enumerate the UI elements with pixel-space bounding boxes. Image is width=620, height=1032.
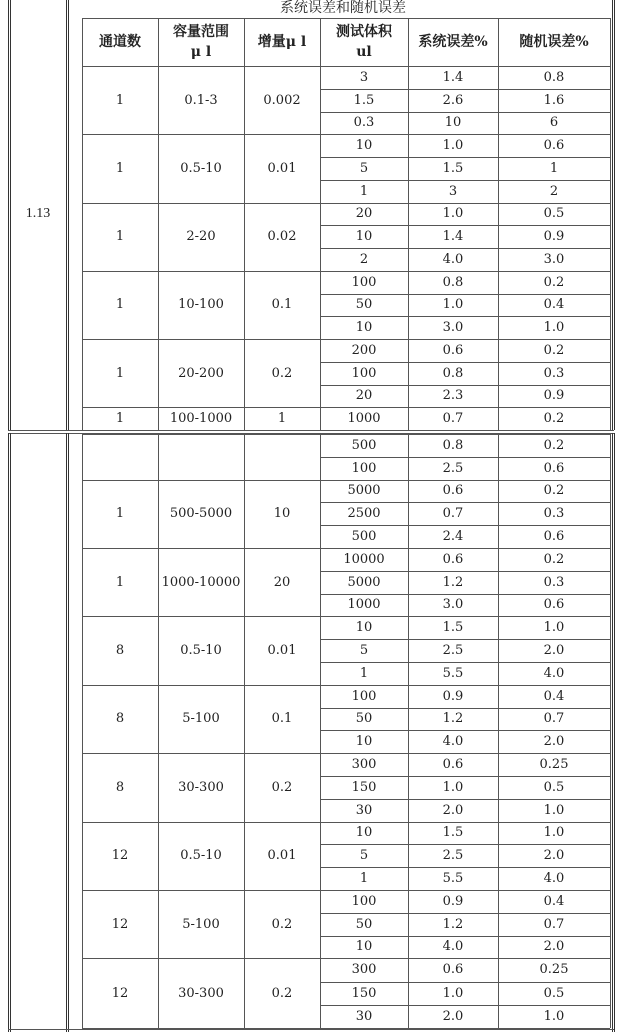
channels-cell (82, 434, 158, 480)
test-volume-cell: 500 (351, 437, 377, 453)
test-volume-cell: 5000 (347, 483, 381, 499)
systematic-error-cell: 4.0 (442, 251, 464, 267)
test-volume-cell: 5000 (347, 574, 381, 590)
random-error-cell: 4.0 (543, 665, 565, 681)
test-volume-cell: 1.5 (353, 92, 375, 108)
systematic-error-cell: 0.6 (442, 342, 464, 358)
systematic-error-cell: 0.7 (442, 411, 464, 427)
test-volume-cell: 30 (355, 1008, 373, 1024)
systematic-error-cell: 0.8 (442, 437, 464, 453)
test-volume-cell: 5 (359, 643, 369, 659)
header-range-line1: 容量范围 (173, 24, 229, 40)
increment-cell: 0.2 (271, 916, 293, 932)
test-volume-cell: 3 (359, 69, 369, 85)
random-error-cell: 4.0 (543, 871, 565, 887)
random-error-cell: 1 (549, 160, 559, 176)
table-rule (610, 434, 611, 1028)
test-volume-cell: 150 (351, 779, 377, 795)
increment-cell: 0.01 (267, 848, 297, 864)
systematic-error-cell: 1.4 (442, 229, 464, 245)
range-cell: 2-20 (186, 229, 216, 245)
systematic-error-cell: 1.2 (442, 574, 464, 590)
test-volume-cell: 10 (355, 825, 373, 841)
random-error-cell: 6 (549, 115, 559, 131)
random-error-cell: 0.2 (543, 274, 565, 290)
systematic-error-cell: 2.4 (442, 529, 464, 545)
systematic-error-cell: 0.6 (442, 551, 464, 567)
table-rule (8, 433, 9, 1032)
random-error-cell: 1.0 (543, 620, 565, 636)
channels-cell: 1 (115, 160, 125, 176)
test-volume-cell: 5 (359, 848, 369, 864)
random-error-cell: 0.2 (543, 411, 565, 427)
channels-cell: 12 (111, 848, 129, 864)
systematic-error-cell: 0.6 (442, 483, 464, 499)
systematic-error-cell: 1.5 (442, 160, 464, 176)
range-cell: 20-200 (178, 365, 224, 381)
table-rule (8, 0, 9, 430)
test-volume-cell: 10 (355, 939, 373, 955)
test-volume-cell: 30 (355, 802, 373, 818)
channels-cell: 12 (111, 916, 129, 932)
random-error-cell: 0.3 (543, 365, 565, 381)
systematic-error-cell: 1.0 (442, 985, 464, 1001)
header-channels: 通道数 (99, 34, 141, 50)
range-cell: 10-100 (178, 297, 224, 313)
test-volume-cell: 300 (351, 962, 377, 978)
test-volume-cell: 100 (351, 460, 377, 476)
range-cell: 500-5000 (169, 506, 233, 522)
item-number: 1.13 (25, 205, 51, 221)
systematic-error-cell: 1.0 (442, 206, 464, 222)
test-volume-cell: 300 (351, 757, 377, 773)
random-error-cell: 0.8 (543, 69, 565, 85)
increment-cell (244, 434, 320, 480)
random-error-cell: 0.2 (543, 483, 565, 499)
random-error-cell: 0.6 (543, 597, 565, 613)
header-test-volume (320, 18, 408, 66)
systematic-error-cell: 1.5 (442, 825, 464, 841)
table-rule (10, 433, 11, 1032)
systematic-error-cell: 10 (444, 115, 462, 131)
test-volume-cell: 100 (351, 274, 377, 290)
random-error-cell: 0.9 (543, 388, 565, 404)
test-volume-cell: 100 (351, 893, 377, 909)
random-error-cell: 0.9 (543, 229, 565, 245)
systematic-error-cell: 1.2 (442, 916, 464, 932)
test-volume-cell: 1000 (347, 597, 381, 613)
random-error-cell: 0.5 (543, 779, 565, 795)
increment-cell: 0.02 (267, 229, 297, 245)
random-error-cell: 0.2 (543, 437, 565, 453)
systematic-error-cell: 1.0 (442, 297, 464, 313)
test-volume-cell: 0.3 (353, 115, 375, 131)
header-increment: 增量μ l (257, 34, 307, 50)
range-cell: 0.1-3 (184, 92, 218, 108)
random-error-cell: 0.6 (543, 529, 565, 545)
test-volume-cell: 100 (351, 365, 377, 381)
random-error-cell: 0.2 (543, 551, 565, 567)
test-volume-cell: 1 (359, 871, 369, 887)
random-error-cell: 0.2 (543, 342, 565, 358)
table-rule (614, 433, 615, 1032)
table-rule (68, 0, 69, 430)
systematic-error-cell: 0.8 (442, 274, 464, 290)
range-cell: 0.5-10 (180, 643, 222, 659)
test-volume-cell: 10 (355, 734, 373, 750)
table-rule (610, 18, 611, 430)
channels-cell: 1 (115, 365, 125, 381)
range-cell: 30-300 (178, 985, 224, 1001)
channels-cell: 1 (115, 229, 125, 245)
table-rule (66, 0, 67, 430)
systematic-error-cell: 2.5 (442, 848, 464, 864)
random-error-cell: 1.0 (543, 825, 565, 841)
systematic-error-cell: 3 (448, 183, 458, 199)
systematic-error-cell: 1.0 (442, 138, 464, 154)
random-error-cell: 1.0 (543, 320, 565, 336)
header-range (158, 18, 244, 66)
test-volume-cell: 50 (355, 711, 373, 727)
systematic-error-cell: 4.0 (442, 939, 464, 955)
test-volume-cell: 10 (355, 320, 373, 336)
systematic-error-cell: 2.0 (442, 802, 464, 818)
range-cell: 0.5-10 (180, 160, 222, 176)
table-rule (82, 18, 610, 19)
range-cell: 0.5-10 (180, 848, 222, 864)
increment-cell: 0.2 (271, 365, 293, 381)
systematic-error-cell: 2.6 (442, 92, 464, 108)
random-error-cell: 2.0 (543, 848, 565, 864)
range-cell: 5-100 (182, 916, 220, 932)
systematic-error-cell: 3.0 (442, 320, 464, 336)
test-volume-cell: 500 (351, 529, 377, 545)
test-volume-cell: 2500 (347, 506, 381, 522)
range-cell: 1000-10000 (161, 574, 241, 590)
table-rule (66, 433, 67, 1032)
random-error-cell: 0.4 (543, 893, 565, 909)
increment-cell: 0.1 (271, 297, 293, 313)
random-error-cell: 1.0 (543, 802, 565, 818)
systematic-error-cell: 5.5 (442, 871, 464, 887)
systematic-error-cell: 0.6 (442, 757, 464, 773)
systematic-error-cell: 2.3 (442, 388, 464, 404)
test-volume-cell: 10 (355, 620, 373, 636)
channels-cell: 8 (115, 711, 125, 727)
channels-cell: 8 (115, 779, 125, 795)
channels-cell: 8 (115, 643, 125, 659)
systematic-error-cell: 4.0 (442, 734, 464, 750)
increment-cell: 1 (277, 411, 287, 427)
systematic-error-cell: 1.0 (442, 779, 464, 795)
table-rule (10, 0, 11, 430)
random-error-cell: 0.7 (543, 711, 565, 727)
increment-cell: 0.01 (267, 643, 297, 659)
table-rule (8, 430, 614, 431)
test-volume-cell: 1 (359, 665, 369, 681)
test-volume-cell: 10000 (343, 551, 385, 567)
systematic-error-cell: 0.8 (442, 365, 464, 381)
range-cell (158, 434, 244, 480)
increment-cell: 20 (273, 574, 291, 590)
random-error-cell: 0.5 (543, 206, 565, 222)
test-volume-cell: 5 (359, 160, 369, 176)
random-error-cell: 2.0 (543, 643, 565, 659)
random-error-cell: 3.0 (543, 251, 565, 267)
test-volume-cell: 10 (355, 138, 373, 154)
channels-cell: 1 (115, 92, 125, 108)
header-range-line2: μ l (190, 44, 212, 60)
channels-cell: 1 (115, 506, 125, 522)
table-rule (612, 0, 613, 430)
channels-cell: 1 (115, 297, 125, 313)
test-volume-cell: 2 (359, 251, 369, 267)
systematic-error-cell: 0.9 (442, 893, 464, 909)
random-error-cell: 0.6 (543, 138, 565, 154)
random-error-cell: 0.25 (539, 962, 569, 978)
systematic-error-cell: 2.5 (442, 460, 464, 476)
random-error-cell: 2.0 (543, 734, 565, 750)
systematic-error-cell: 1.4 (442, 69, 464, 85)
increment-cell: 10 (273, 506, 291, 522)
systematic-error-cell: 5.5 (442, 665, 464, 681)
random-error-cell: 0.3 (543, 574, 565, 590)
test-volume-cell: 150 (351, 985, 377, 1001)
random-error-cell: 0.4 (543, 688, 565, 704)
table-title: 系统误差和随机误差 (280, 0, 406, 16)
systematic-error-cell: 0.7 (442, 506, 464, 522)
random-error-cell: 1.6 (543, 92, 565, 108)
increment-cell: 0.2 (271, 779, 293, 795)
test-volume-cell: 1 (359, 183, 369, 199)
random-error-cell: 2 (549, 183, 559, 199)
increment-cell: 0.01 (267, 160, 297, 176)
table-rule (68, 433, 69, 1032)
range-cell: 30-300 (178, 779, 224, 795)
systematic-error-cell: 1.2 (442, 711, 464, 727)
range-cell: 5-100 (182, 711, 220, 727)
table-rule (614, 0, 615, 430)
random-error-cell: 0.5 (543, 985, 565, 1001)
random-error-cell: 0.25 (539, 757, 569, 773)
systematic-error-cell: 3.0 (442, 597, 464, 613)
channels-cell: 12 (111, 985, 129, 1001)
systematic-error-cell: 2.0 (442, 1008, 464, 1024)
systematic-error-cell: 0.9 (442, 688, 464, 704)
increment-cell: 0.002 (263, 92, 301, 108)
test-volume-cell: 50 (355, 297, 373, 313)
systematic-error-cell: 1.5 (442, 620, 464, 636)
test-volume-cell: 10 (355, 229, 373, 245)
range-cell: 100-1000 (169, 411, 233, 427)
test-volume-cell: 100 (351, 688, 377, 704)
random-error-cell: 0.6 (543, 460, 565, 476)
test-volume-cell: 20 (355, 388, 373, 404)
random-error-cell: 2.0 (543, 939, 565, 955)
test-volume-cell: 20 (355, 206, 373, 222)
test-volume-cell: 50 (355, 916, 373, 932)
channels-cell: 1 (115, 574, 125, 590)
test-volume-cell: 200 (351, 342, 377, 358)
table-rule (8, 1029, 614, 1030)
header-systematic-error: 系统误差% (418, 34, 488, 50)
table-rule (612, 433, 613, 1032)
random-error-cell: 1.0 (543, 1008, 565, 1024)
random-error-cell: 0.7 (543, 916, 565, 932)
test-volume-cell: 1000 (347, 411, 381, 427)
random-error-cell: 0.3 (543, 506, 565, 522)
random-error-cell: 0.4 (543, 297, 565, 313)
channels-cell: 1 (115, 411, 125, 427)
increment-cell: 0.2 (271, 985, 293, 1001)
systematic-error-cell: 2.5 (442, 643, 464, 659)
systematic-error-cell: 0.6 (442, 962, 464, 978)
header-random-error: 随机误差% (519, 34, 589, 50)
header-volume-line2: ul (356, 44, 372, 60)
increment-cell: 0.1 (271, 711, 293, 727)
header-volume-line1: 测试体积 (336, 24, 392, 40)
